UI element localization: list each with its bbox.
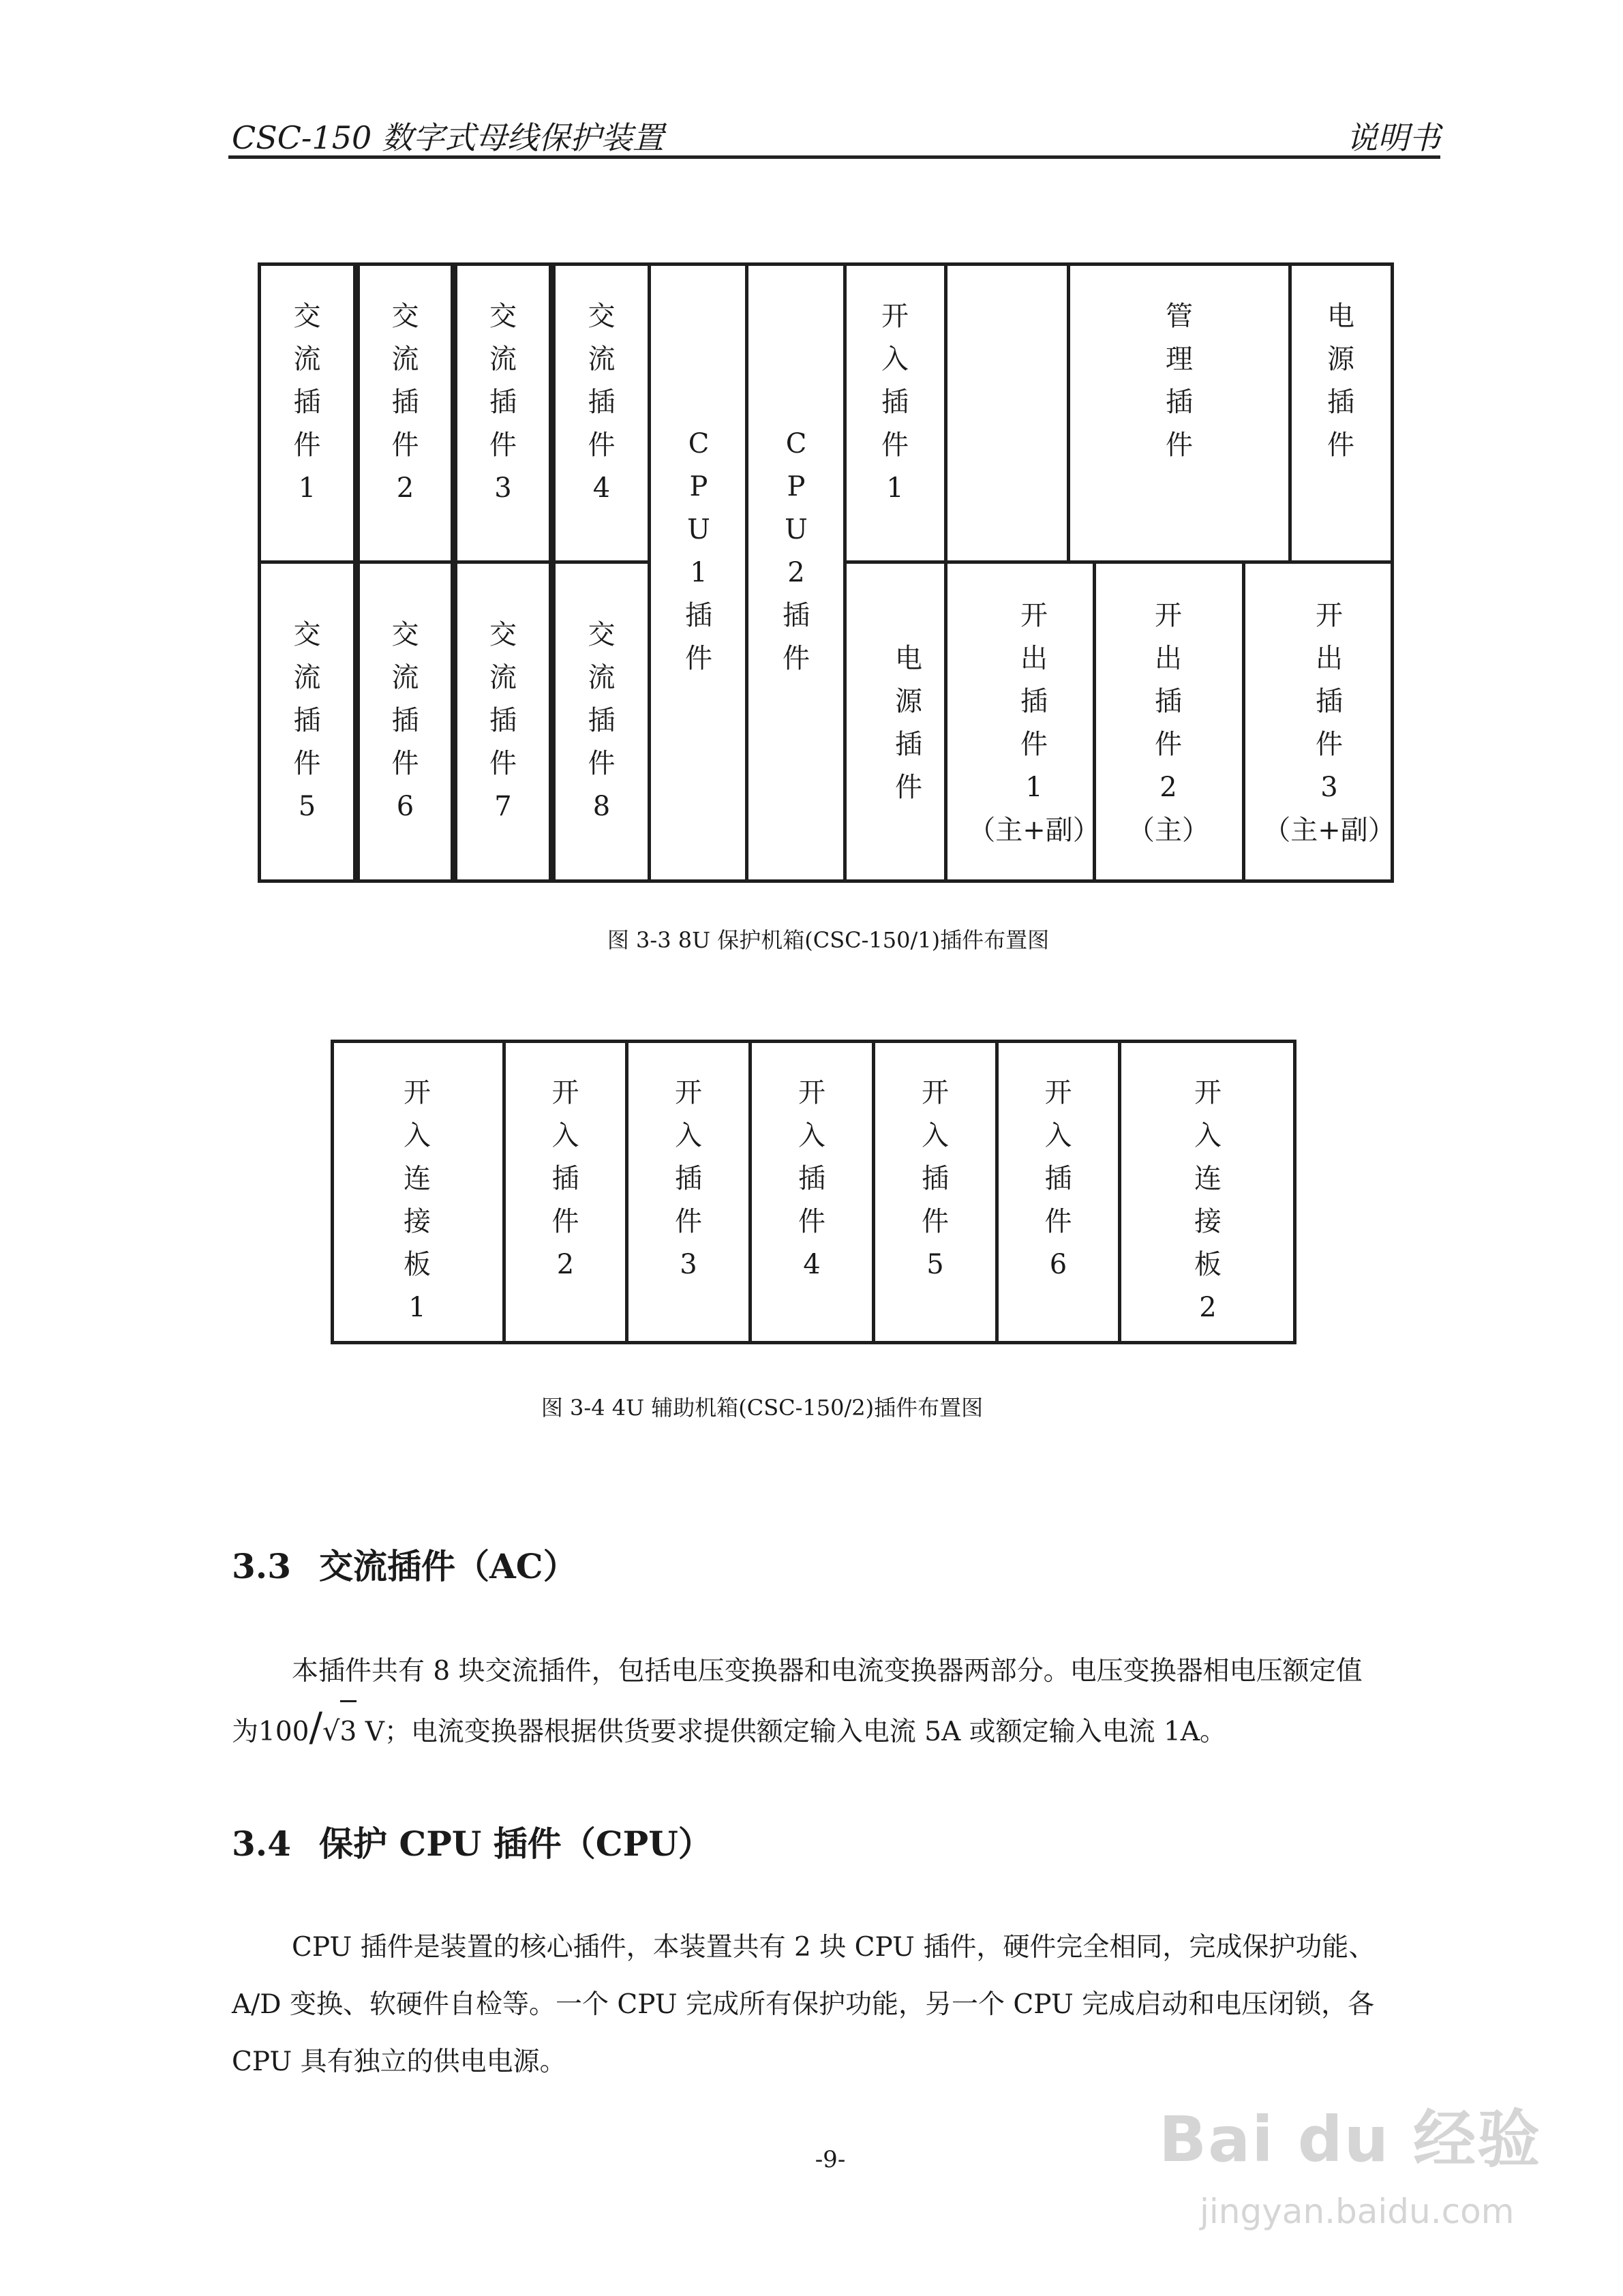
aux-module-5-label-line: 5 <box>926 1249 944 1280</box>
aux-module-3-label-line: 入 <box>675 1120 702 1151</box>
do-module-3-label-line: （主+副） <box>1263 815 1395 846</box>
ac-module-2-label-line: 2 <box>396 472 414 504</box>
aux-module-6-label-line: 件 <box>1044 1206 1072 1237</box>
aux-module-2-label-line: 入 <box>551 1120 579 1151</box>
ac-module-3-label-line: 交 <box>489 301 517 332</box>
section-3-4-paragraph <box>232 1919 1445 2091</box>
power-module-top-label-line: 电 <box>1327 301 1354 332</box>
power-module-top-label-line: 插 <box>1327 387 1354 418</box>
do-module-1-label-line: （主+副） <box>968 815 1100 846</box>
section-3-3-heading <box>232 1539 577 1588</box>
cpu-module-2-label-line: U <box>785 514 808 545</box>
ac-module-8-label-line: 流 <box>588 662 616 693</box>
ac-module-7-label-line: 流 <box>489 662 517 693</box>
ac-module-2-label-line: 流 <box>391 344 419 375</box>
ac-module-1-label <box>294 295 321 510</box>
do-module-1-label-line: 1 <box>1025 772 1043 803</box>
cpu-module-2-label-line: P <box>787 471 806 502</box>
figure-3-3-caption: 图 3-3 8U 保护机箱(CSC-150/1)插件布置图 <box>607 927 1050 953</box>
ac-module-1-label-line: 插 <box>293 387 321 418</box>
do-module-1-label-line: 开 <box>1020 600 1048 631</box>
ac-module-4-label <box>588 295 616 510</box>
management-module-label-line: 理 <box>1166 344 1193 375</box>
header-rule <box>228 155 1440 159</box>
aux-module-2-label-line: 2 <box>556 1249 575 1280</box>
cpu-module-1-label-line: 1 <box>690 557 708 588</box>
aux-module-5-label-line: 件 <box>922 1206 949 1237</box>
do-module-1-label-line: 插 <box>1020 686 1048 717</box>
formula-numerator: 100 <box>258 1717 309 1747</box>
ac-module-2-label-line: 插 <box>391 387 419 418</box>
cpu-module-1-label-line: 件 <box>685 643 712 674</box>
do-module-1-label-line: 出 <box>1020 643 1048 674</box>
do-module-1-label <box>968 594 1100 852</box>
ac-module-5-label <box>294 614 321 828</box>
formula-slash: / <box>309 1704 323 1750</box>
ac-module-7-label-line: 插 <box>489 705 517 736</box>
ac-module-3-label-line: 插 <box>489 387 517 418</box>
power-module-bottom-label <box>895 637 922 809</box>
aux-module-1-label-line: 接 <box>404 1206 431 1237</box>
ac-module-7-label-line: 7 <box>494 791 512 822</box>
paragraph-line: CPU 插件是装置的核心插件，本装置共有 2 块 CPU 插件，硬件完全相同，完成保护功能、 <box>292 1932 1376 1963</box>
power-module-top-label-line: 件 <box>1327 429 1354 461</box>
cpu-module-2-label-line: 插 <box>783 600 810 631</box>
aux-module-4-label-line: 件 <box>798 1206 825 1237</box>
aux-module-4-label-line: 4 <box>803 1249 821 1280</box>
do-module-3-label-line: 插 <box>1315 686 1343 717</box>
cpu-module-1-label <box>685 423 712 680</box>
ac-module-8-label-line: 插 <box>588 705 616 736</box>
ac-module-4-label-line: 插 <box>588 387 616 418</box>
di-module-1-label-line: 入 <box>881 344 909 375</box>
watermark-url: jingyan.baidu.com <box>1200 2192 1515 2231</box>
ac-module-6-label-line: 流 <box>391 662 419 693</box>
header-title: CSC-150 数字式母线保护装置 <box>232 119 664 156</box>
ac-module-2-label-line: 交 <box>391 301 419 332</box>
ac-module-6-label-line: 交 <box>391 619 419 650</box>
aux-module-1-label-line: 板 <box>404 1249 431 1280</box>
ac-module-1-label-line: 件 <box>293 429 321 461</box>
ac-module-5-label-line: 流 <box>293 662 321 693</box>
aux-module-5-label-line: 开 <box>922 1077 949 1108</box>
ac-module-6-label-line: 6 <box>396 791 414 822</box>
aux-module-3-label-line: 件 <box>675 1206 702 1237</box>
aux-module-5-label-line: 插 <box>922 1163 949 1194</box>
management-module-label <box>1166 295 1193 467</box>
do-module-2-label-line: 开 <box>1155 600 1182 631</box>
ac-module-1-label-line: 1 <box>298 472 316 504</box>
aux-module-7-label-line: 接 <box>1194 1206 1222 1237</box>
management-module-label-line: 件 <box>1166 429 1193 461</box>
ac-module-4-label-line: 4 <box>592 472 611 504</box>
aux-module-4-label-line: 插 <box>798 1163 825 1194</box>
paragraph-line: CPU 具有独立的供电电源。 <box>232 2046 566 2077</box>
formula-radicand: 3 <box>340 1700 357 1761</box>
ac-module-7-label <box>489 614 517 828</box>
power-module-bottom-label-line: 电 <box>895 643 922 674</box>
aux-module-7-label-line: 入 <box>1194 1120 1222 1151</box>
empty-slot <box>944 262 1070 564</box>
do-module-2-label-line: 出 <box>1155 643 1182 674</box>
aux-module-3-label-line: 3 <box>680 1249 697 1280</box>
aux-module-1-label-line: 1 <box>408 1292 426 1323</box>
aux-module-7-label <box>1194 1072 1222 1329</box>
aux-module-1-label-line: 入 <box>404 1120 431 1151</box>
page-number: -9- <box>815 2146 846 2173</box>
ac-module-1-label-line: 流 <box>293 344 321 375</box>
di-module-1-label-line: 开 <box>881 301 909 332</box>
aux-module-2-label <box>552 1072 579 1286</box>
paragraph-text: 电流变换器根据供货要求提供额定输入电流 5A 或额定输入电流 1A。 <box>410 1717 1227 1747</box>
do-module-2-label-line: 插 <box>1155 686 1182 717</box>
section-title: 保护 CPU 插件（CPU） <box>319 1824 712 1864</box>
di-module-1-label-line: 插 <box>881 387 909 418</box>
aux-module-2-label-line: 开 <box>551 1077 579 1108</box>
aux-module-1-label-line: 开 <box>404 1077 431 1108</box>
cpu-module-2-label-line: 件 <box>783 643 810 674</box>
ac-module-3-label-line: 3 <box>494 472 512 504</box>
aux-module-6-label-line: 入 <box>1044 1120 1072 1151</box>
do-module-3-label-line: 开 <box>1315 600 1343 631</box>
ac-module-8-label <box>588 614 616 828</box>
ac-module-5-label-line: 插 <box>293 705 321 736</box>
section-3-3-paragraph <box>232 1643 1445 1761</box>
section-title: 交流插件（AC） <box>319 1546 577 1586</box>
do-module-1-label-line: 件 <box>1020 729 1048 760</box>
do-module-2-label-line: 件 <box>1155 729 1182 760</box>
ac-module-6-label <box>392 614 419 828</box>
paragraph-line: A/D 变换、软硬件自检等。一个 CPU 完成所有保护功能，另一个 CPU 完成启动和电压闭锁，各 <box>232 1989 1375 2020</box>
power-module-top-label-line: 源 <box>1327 344 1354 375</box>
figure-3-4-caption: 图 3-4 4U 辅助机箱(CSC-150/2)插件布置图 <box>541 1395 984 1421</box>
ac-module-8-label-line: 件 <box>588 748 616 779</box>
section-number: 3.3 <box>232 1546 291 1586</box>
do-module-2-label-line: 2 <box>1159 772 1177 803</box>
power-module-bottom-label-line: 源 <box>895 686 922 717</box>
aux-module-6-label-line: 6 <box>1049 1249 1067 1280</box>
ac-module-6-label-line: 件 <box>391 748 419 779</box>
paragraph-text: 为 <box>232 1717 259 1747</box>
do-module-2-label <box>1127 594 1209 852</box>
sqrt-symbol: √ <box>322 1716 340 1747</box>
aux-module-6-label-line: 开 <box>1044 1077 1072 1108</box>
management-module-label-line: 管 <box>1166 301 1193 332</box>
aux-module-3-label-line: 开 <box>675 1077 702 1108</box>
aux-module-7-label-line: 2 <box>1199 1292 1217 1323</box>
do-module-3-label-line: 件 <box>1315 729 1343 760</box>
cpu-module-2-label-line: C <box>785 428 807 459</box>
aux-module-2-label-line: 件 <box>551 1206 579 1237</box>
di-module-1-label-line: 1 <box>886 472 904 504</box>
aux-module-5-label-line: 入 <box>922 1120 949 1151</box>
cpu-module-2-label <box>783 423 810 680</box>
do-module-3-label-line: 3 <box>1320 772 1338 803</box>
aux-module-2-label-line: 插 <box>551 1163 579 1194</box>
ac-module-4-label-line: 流 <box>588 344 616 375</box>
ac-module-2-label-line: 件 <box>391 429 419 461</box>
aux-module-4-label-line: 开 <box>798 1077 825 1108</box>
ac-module-6-label-line: 插 <box>391 705 419 736</box>
power-module-bottom-label-line: 插 <box>895 729 922 760</box>
aux-module-7-label-line: 开 <box>1194 1077 1222 1108</box>
aux-module-7-label-line: 板 <box>1194 1249 1222 1280</box>
watermark-brand: Bai du 经验 <box>1159 2103 1542 2176</box>
cpu-module-1-label-line: 插 <box>685 600 712 631</box>
formula-unit: V； <box>357 1717 411 1747</box>
header-doc-type: 说明书 <box>1346 119 1440 156</box>
baidu-jingyan-logo <box>1159 2089 1541 2179</box>
ac-module-3-label-line: 流 <box>489 344 517 375</box>
ac-module-3-label <box>489 295 517 510</box>
aux-module-5-label <box>922 1072 949 1286</box>
section-number: 3.4 <box>232 1824 291 1864</box>
do-module-2-label-line: （主） <box>1127 815 1209 846</box>
paragraph-line: 本插件共有 8 块交流插件，包括电压变换器和电流变换器两部分。电压变换器相电压额定值 <box>292 1656 1363 1687</box>
aux-module-6-label-line: 插 <box>1044 1163 1072 1194</box>
ac-module-2-label <box>392 295 419 510</box>
aux-module-4-label <box>798 1072 825 1286</box>
cpu-module-2-label-line: 2 <box>787 557 805 588</box>
power-module-bottom-label-line: 件 <box>895 772 922 803</box>
power-module-top-label <box>1327 295 1354 467</box>
ac-module-5-label-line: 5 <box>298 791 316 822</box>
do-module-3-label <box>1263 594 1395 852</box>
aux-module-1-label-line: 连 <box>404 1163 431 1194</box>
cpu-module-1-label-line: U <box>687 514 710 545</box>
aux-module-6-label <box>1045 1072 1072 1286</box>
aux-module-1-label <box>404 1072 431 1329</box>
di-module-1-label-line: 件 <box>881 429 909 461</box>
management-module-label-line: 插 <box>1166 387 1193 418</box>
ac-module-7-label-line: 交 <box>489 619 517 650</box>
ac-module-8-label-line: 交 <box>588 619 616 650</box>
ac-module-4-label-line: 交 <box>588 301 616 332</box>
aux-module-7-label-line: 连 <box>1194 1163 1222 1194</box>
ac-module-4-label-line: 件 <box>588 429 616 461</box>
section-3-4-heading <box>232 1817 712 1866</box>
ac-module-5-label-line: 交 <box>293 619 321 650</box>
aux-module-3-label <box>675 1072 702 1286</box>
cpu-module-1-label-line: P <box>689 471 708 502</box>
ac-module-1-label-line: 交 <box>293 301 321 332</box>
ac-module-3-label-line: 件 <box>489 429 517 461</box>
di-module-1-label <box>881 295 909 510</box>
ac-module-8-label-line: 8 <box>592 791 611 822</box>
ac-module-5-label-line: 件 <box>293 748 321 779</box>
aux-module-3-label-line: 插 <box>675 1163 702 1194</box>
ac-module-7-label-line: 件 <box>489 748 517 779</box>
aux-module-4-label-line: 入 <box>798 1120 825 1151</box>
do-module-3-label-line: 出 <box>1315 643 1343 674</box>
cpu-module-1-label-line: C <box>688 428 710 459</box>
